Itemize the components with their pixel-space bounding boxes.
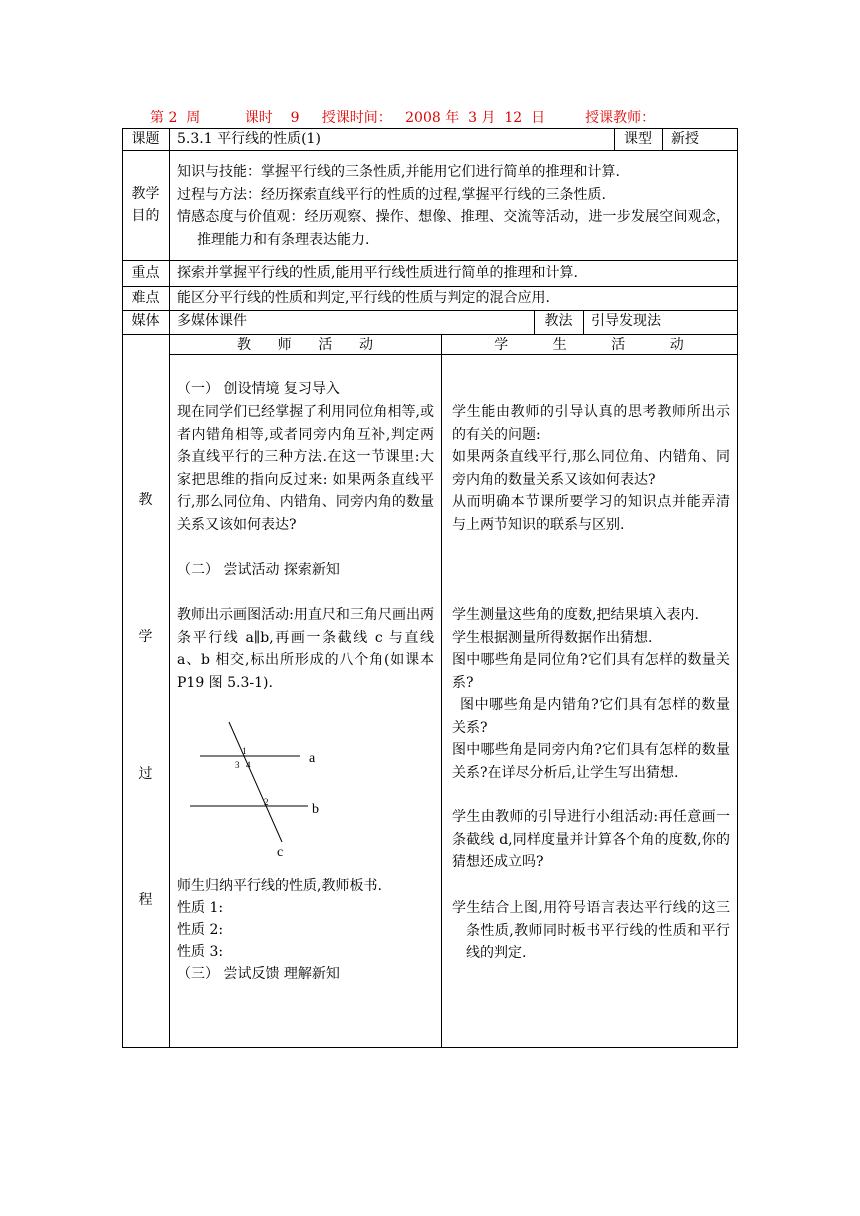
lesson-header xyxy=(150,107,655,127)
aim-item: 知识与技能：掌握平行线的三条性质,并能用它们进行简单的推理和计算. xyxy=(177,164,620,180)
parallel-lines-figure xyxy=(180,712,340,862)
property-2: 性质 2: xyxy=(177,922,224,938)
process-label-char: 学 xyxy=(138,629,153,645)
line-c-label: c xyxy=(277,845,284,860)
table-rule xyxy=(169,128,170,1048)
angle-1-label: 1 xyxy=(242,746,247,756)
table-rule xyxy=(662,128,663,151)
student-activity-header: 学 生 活 动 xyxy=(494,337,684,353)
aim-item xyxy=(177,206,730,251)
aims-label-line: 目的 xyxy=(131,208,160,224)
key-label: 重点 xyxy=(131,265,160,281)
table-rule xyxy=(441,334,442,1048)
property-1: 性质 1: xyxy=(177,900,224,916)
student-paragraph: 如果两条直线平行,那么同位角、内错角、同旁内角的数量关系又该如何表达? xyxy=(452,449,730,488)
period-label: 课时 xyxy=(244,110,273,126)
table-rule xyxy=(122,286,738,287)
teacher-paragraph: 教师出示画图活动:用直尺和三角尺画出两条平行线 a∥b,再画一条截线 c 与直线 a、b 相交,标出所形成的八个角(如课本 P19 图 5.3-1). xyxy=(177,607,434,691)
student-paragraph: 学生根据测量所得数据作出猜想. xyxy=(452,630,653,646)
property-3: 性质 3: xyxy=(177,944,224,960)
table-rule xyxy=(122,260,738,261)
topic-value: 5.3.1 平行线的性质(1) xyxy=(177,131,321,147)
method-label: 教法 xyxy=(544,313,573,329)
student-paragraph: 学生测量这些角的度数,把结果填入表内. xyxy=(452,607,699,623)
date-label: 授课时间： xyxy=(321,110,392,126)
difficulty-value: 能区分平行线的性质和判定,平行线的性质与判定的混合应用. xyxy=(177,290,550,306)
teacher-activity-header: 教 师 活 动 xyxy=(236,337,374,353)
angle-2-label: 2 xyxy=(264,797,269,807)
date-value: 2008 年 3 月 12 日 xyxy=(405,110,546,126)
aims-list xyxy=(177,161,730,251)
student-paragraph: 图中哪些角是同位角?它们具有怎样的数量关系? xyxy=(452,652,730,691)
media-label: 媒体 xyxy=(131,313,160,329)
summary-text: 师生归纳平行线的性质,教师板书. xyxy=(177,878,382,894)
type-label: 课型 xyxy=(624,131,652,147)
section-heading: （一） 创设情境 复习导入 xyxy=(177,381,340,397)
difficulty-label: 难点 xyxy=(131,290,160,306)
teacher-paragraph: 现在同学们已经掌握了利用同位角相等,或者内错角相等,或者同旁内角互补,判定两条直线平行的三种方法.在这一节课里:大家把思维的指向反过来: 如果两条直线平行,那么同位角、内错角、同旁内角的数量关系又该如何表达? xyxy=(177,404,434,533)
period-value: 9 xyxy=(290,110,300,126)
student-paragraph: 学生由教师的引导进行小组活动:再任意画一条截线 d,同样度量并计算各个角的度数,你的猜想还成立吗? xyxy=(452,809,730,870)
teacher-label: 授课教师： xyxy=(585,110,656,126)
media-value: 多媒体课件 xyxy=(177,313,247,329)
line-a-label: a xyxy=(309,751,316,766)
student-paragraph: 学生能由教师的引导认真的思考教师所出示的有关的问题: xyxy=(452,404,730,443)
topic-label: 课题 xyxy=(131,131,160,147)
student-paragraph: 学生结合上图,用符号语言表达平行线的这三条性质,教师同时板书平行线的性质和平行线的判定. xyxy=(452,900,730,961)
aims-label-line: 教学 xyxy=(131,186,160,202)
process-label-char: 过 xyxy=(138,766,153,782)
line-c xyxy=(229,722,282,842)
table-border-bottom xyxy=(122,1047,738,1048)
process-label-char: 教 xyxy=(138,492,153,508)
table-rule xyxy=(583,310,584,335)
student-paragraph: 图中哪些角是同旁内角?它们具有怎样的数量关系?在详尽分析后,让学生写出猜想. xyxy=(452,742,730,781)
student-paragraph: 图中哪些角是内错角?它们具有怎样的数量关系? xyxy=(452,697,730,736)
process-label-char: 程 xyxy=(138,892,153,908)
type-value: 新授 xyxy=(671,131,699,147)
table-border-right xyxy=(737,128,738,1048)
table-rule xyxy=(122,150,738,151)
angle-3-label: 3 xyxy=(235,760,240,770)
aim-item: 过程与方法：经历探索直线平行的性质的过程,掌握平行线的三条性质. xyxy=(177,186,606,203)
angle-4-label: 4 xyxy=(246,760,251,770)
section-heading: （二） 尝试活动 探索新知 xyxy=(177,562,340,578)
aim-item-text: 情感态度与价值观：经历观察、操作、想像、推理、交流等活动，进一步发展空间观念，推理能力和有条理表达能力. xyxy=(177,209,730,248)
week-text: 第 2 周 xyxy=(150,110,201,126)
line-b-label: b xyxy=(312,802,319,817)
method-value: 引导发现法 xyxy=(591,313,661,329)
key-value: 探索并掌握平行线的性质,能用平行线性质进行简单的推理和计算. xyxy=(177,265,578,281)
aims-label xyxy=(122,183,169,227)
section-heading: （三） 尝试反馈 理解新知 xyxy=(177,966,340,982)
student-paragraph: 从而明确本节课所要学习的知识点并能弄清与上两节知识的联系与区别. xyxy=(452,494,730,533)
